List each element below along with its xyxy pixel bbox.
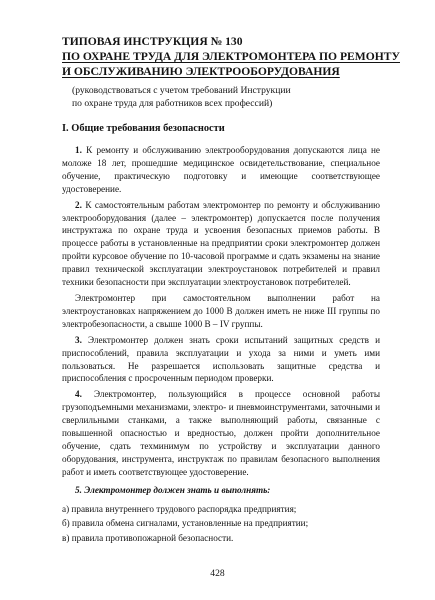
list-item-c: в) правила противопожарной безопасности. bbox=[62, 533, 234, 544]
paragraph-2-text: К самостоятельным работам электромонтер по ремонту и обслуживанию электрооборудования (далее – электромонтер) допускается после получения инструктажа по охране труда и усвоения безопасных приемов работы. В процессе работы в установленные на предприятии сроки электромонтер должен пройти курсовое обучение по 10-часовой программе и сдать экзамены на знание правил технической эксплуатации электроустановок потребителей и правил техники безопасности при эксплуатации электроустановок потребителей. bbox=[62, 199, 380, 288]
paragraph-1 bbox=[62, 144, 380, 196]
paragraph-3-text: Электромонтер должен знать сроки испытаний защитных средств и приспособлений, правила эксплуатации и ухода за ними и уметь ими пользоваться. Не разрешается использовать защитные средства и приспособления с просроченным периодом проверки. bbox=[62, 334, 380, 384]
title-line-3: И ОБСЛУЖИВАНИЮ ЭЛЕКТРООБОРУДОВАНИЯ bbox=[62, 65, 340, 78]
page-number: 428 bbox=[210, 568, 225, 579]
list-item-a: а) правила внутреннего трудового распорядка предприятия; bbox=[62, 503, 297, 514]
paragraph-4 bbox=[62, 388, 380, 478]
paragraph-2 bbox=[62, 199, 380, 289]
document-title bbox=[62, 34, 400, 79]
paragraph-3-number: 3. bbox=[75, 334, 82, 345]
paragraph-2-number: 2. bbox=[75, 199, 82, 210]
document-subtitle bbox=[72, 84, 390, 110]
paragraph-5 bbox=[62, 484, 380, 497]
paragraph-2b: Электромонтер при самостоятельном выполнении работ на электроустановках напряжением до 1000 В должен иметь не ниже III группы по электробезопасности, а свыше 1000 В – IV группы. bbox=[62, 292, 380, 329]
title-line-1: ТИПОВАЯ ИНСТРУКЦИЯ № 130 bbox=[62, 35, 243, 48]
section-heading: I. Общие требования безопасности bbox=[62, 123, 225, 134]
section-body bbox=[62, 144, 380, 547]
paragraph-4-number: 4. bbox=[75, 389, 82, 400]
subtitle-line-1: (руководствоваться с учетом требований Инструкции bbox=[72, 85, 291, 96]
title-line-2: ПО ОХРАНЕ ТРУДА ДЛЯ ЭЛЕКТРОМОНТЕРА ПО РЕМОНТУ bbox=[62, 50, 400, 63]
paragraph-4-text: Электромонтер, пользующийся в процессе основной работы грузоподъемными механизмами, электро- и пневмоинструментами, заточными и сверлильными станками, а также выполняющий работы, связанные с повышенной опасностью и вредностью, должен пройти дополнительное обучение, сдать техминимум по устройству и эксплуатации данного оборудования, инструмента, инструктаж по правилам безопасного выполнения работ и иметь соответствующее удостоверение. bbox=[62, 389, 380, 477]
paragraph-1-number: 1. bbox=[75, 145, 82, 155]
paragraph-1-text: К ремонту и обслуживанию электрооборудования допускаются лица не моложе 18 лет, прошедшие медицинское освидетельствование, специальное обучение, практическую подготовку и имеющие соответствующее удостоверение. bbox=[62, 145, 381, 194]
paragraph-5-label: 5. Электромонтер должен знать и выполнять: bbox=[75, 484, 271, 495]
paragraph-3 bbox=[62, 334, 380, 386]
list-item-b: б) правила обмена сигналами, установленные на предприятии; bbox=[62, 518, 309, 529]
subtitle-line-2: по охране труда для работников всех профессий) bbox=[72, 98, 273, 109]
